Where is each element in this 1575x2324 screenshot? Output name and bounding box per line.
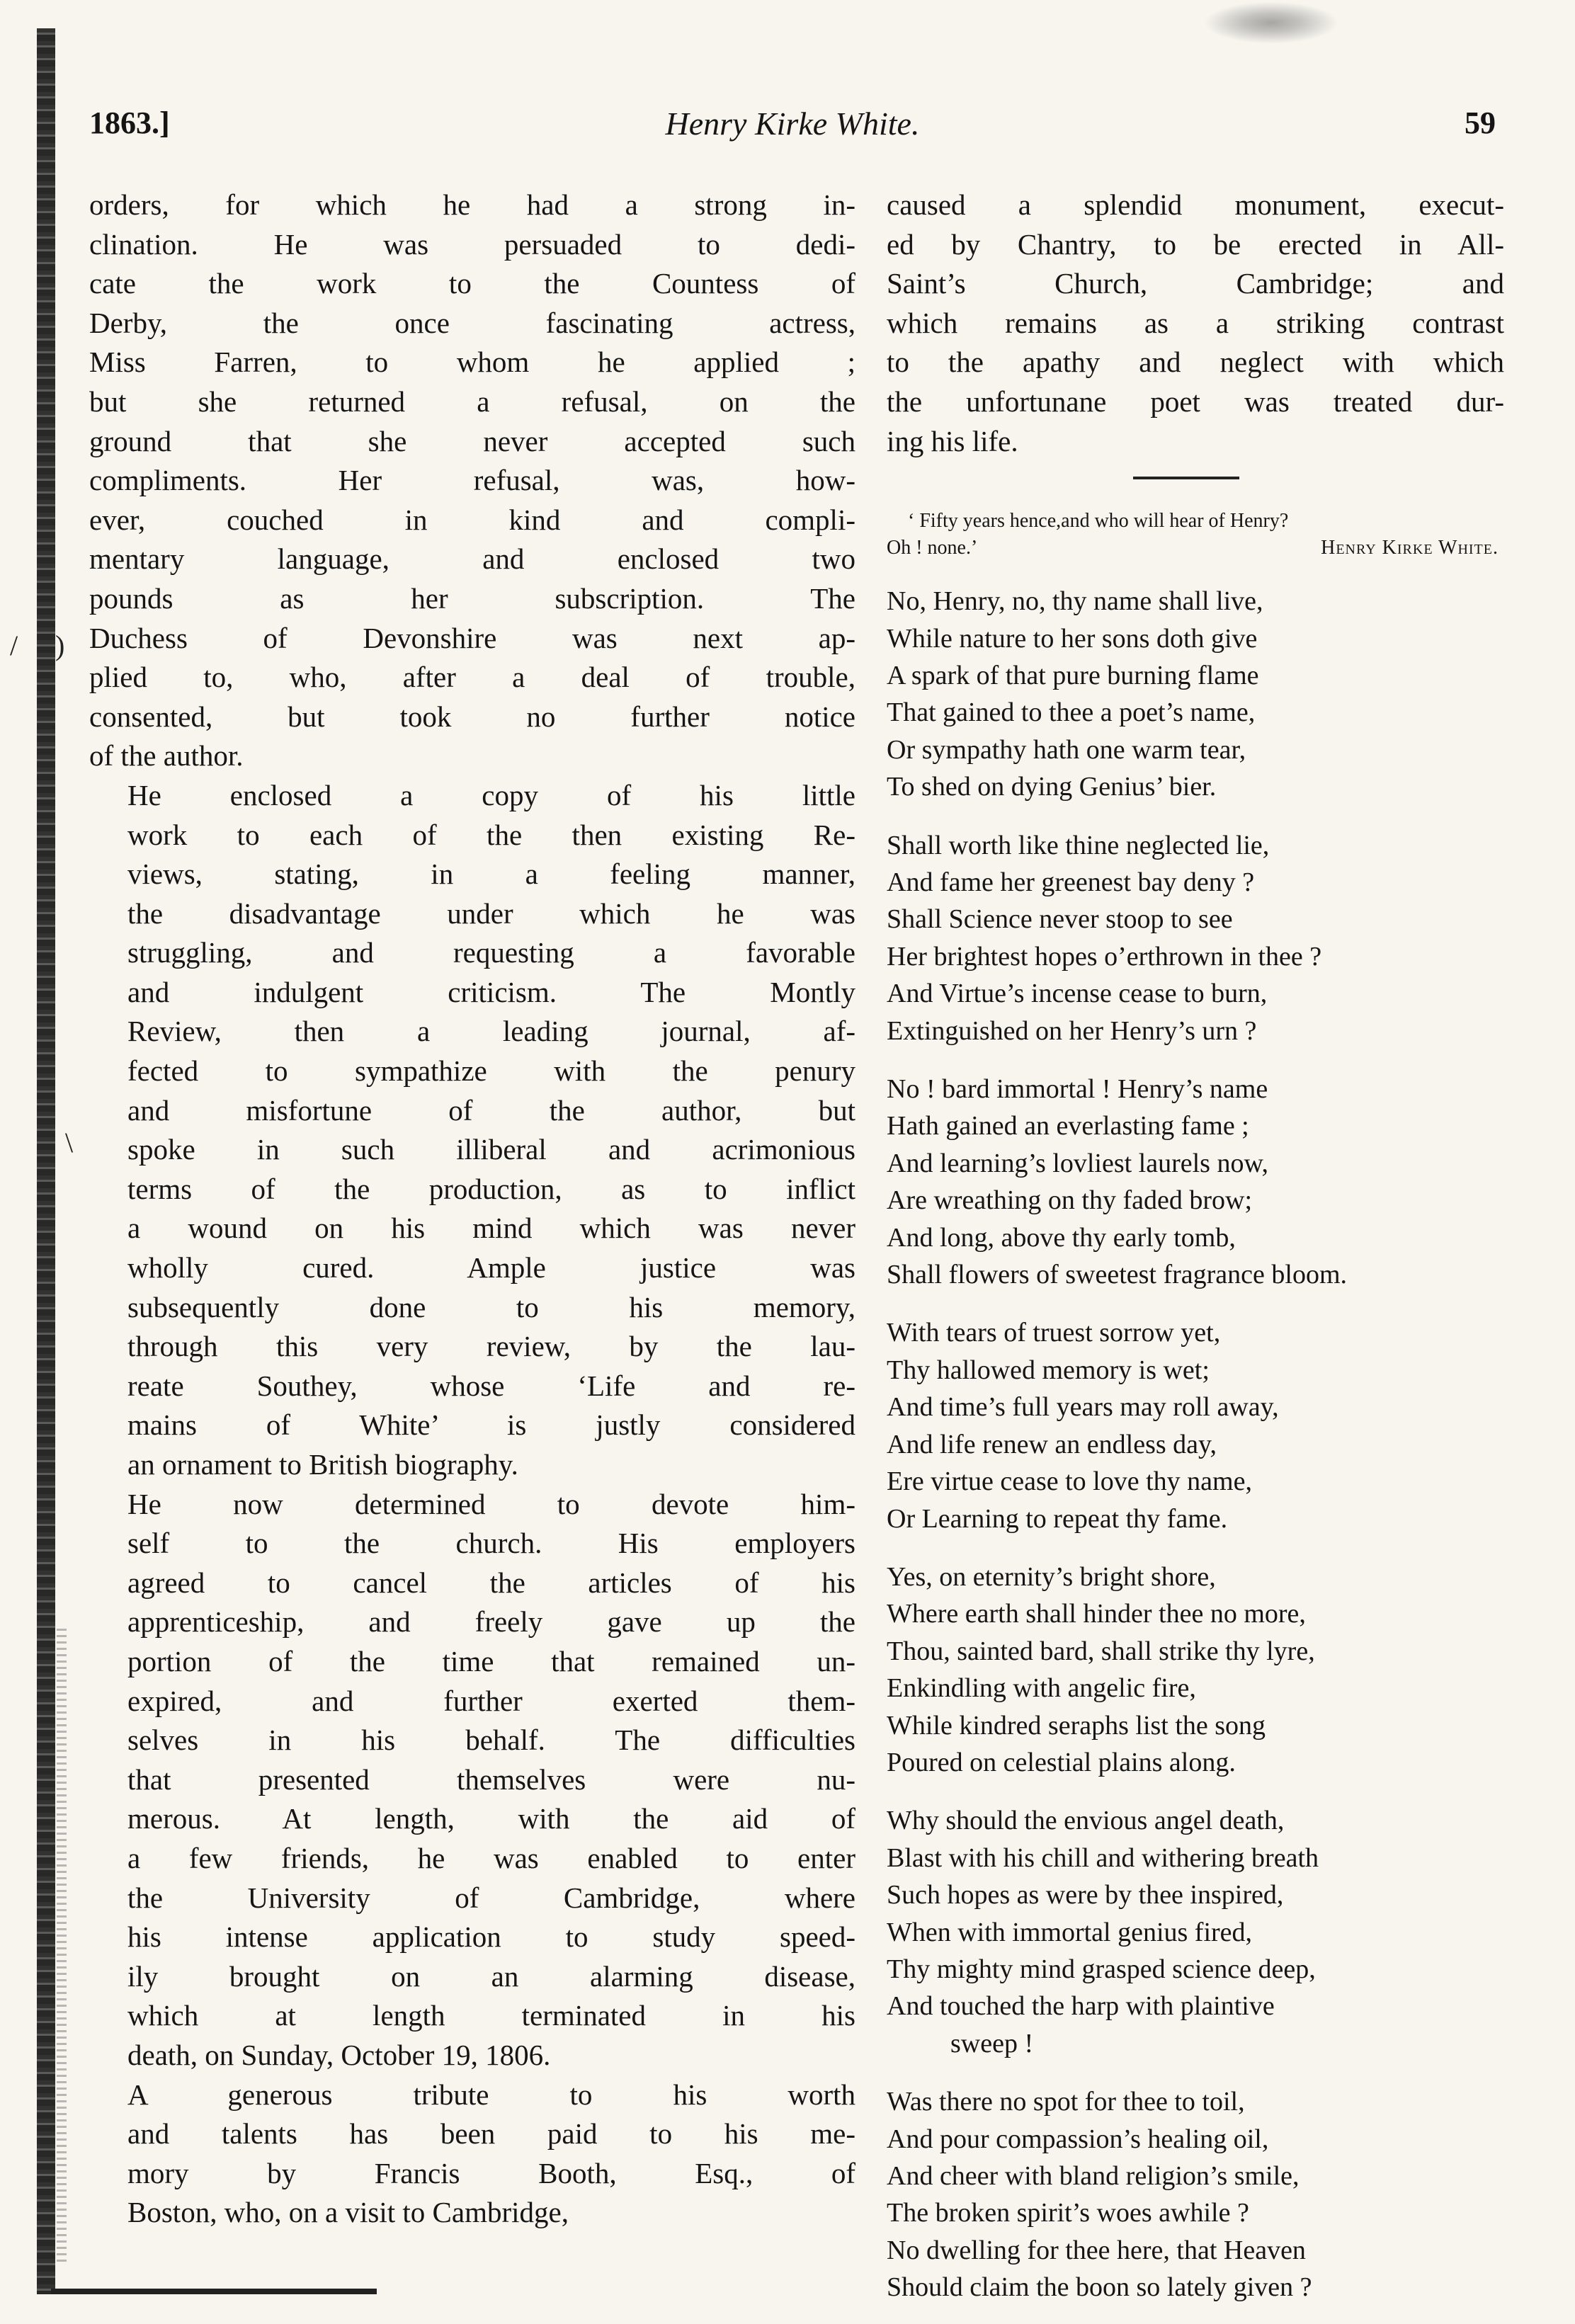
- verse-line: And long, above thy early tomb,: [887, 1222, 1236, 1253]
- verse-line: Poured on celestial plains along.: [887, 1747, 1236, 1777]
- text-line: mentary language, and enclosed two: [89, 542, 855, 576]
- verse-line: To shed on dying Genius’ bier.: [887, 772, 1217, 802]
- text-line: Review, then a leading journal, af-: [127, 1015, 855, 1048]
- poem-stanza: [887, 1559, 1504, 1781]
- text-line: plied to, who, after a deal of trouble,: [89, 661, 855, 694]
- text-line: wholly cured. Ample justice was: [127, 1251, 855, 1285]
- header-year: 1863.]: [89, 106, 170, 140]
- margin-mark: /: [10, 630, 18, 661]
- text-line: expired, and further exerted them-: [127, 1684, 855, 1717]
- text-line: to the apathy and neglect with which: [887, 346, 1504, 379]
- verse-line: Yes, on eternity’s bright shore,: [887, 1561, 1216, 1592]
- text-line: reate Southey, whose ‘Life and re-: [127, 1369, 855, 1402]
- epigraph-quote: ‘ Fifty years hence,and who will hear of Henry?: [908, 510, 1289, 532]
- text-line: the disadvantage under which he was: [127, 896, 855, 930]
- text-line: through this very review, by the lau-: [127, 1330, 855, 1363]
- verse-line: Thou, sainted bard, shall strike thy lyre,: [887, 1636, 1315, 1666]
- text-line: pounds as her subscription. The: [89, 581, 855, 615]
- text-line: that presented themselves were nu-: [127, 1762, 855, 1796]
- text-line: He enclosed a copy of his little: [127, 778, 855, 811]
- text-line: the University of Cambridge, where: [127, 1881, 855, 1914]
- verse-line: While nature to her sons doth give: [887, 623, 1258, 654]
- text-line: an ornament to British biography.: [127, 1448, 518, 1481]
- text-line: a wound on his mind which was never: [127, 1212, 855, 1245]
- text-line: ing his life.: [887, 424, 1018, 457]
- paragraph: [89, 776, 855, 1485]
- epigraph: [887, 508, 1504, 562]
- text-line: clination. He was persuaded to dedi-: [89, 227, 855, 261]
- text-line: caused a splendid monument, execut-: [887, 188, 1504, 221]
- text-line: Duchess of Devonshire was next ap-: [89, 621, 855, 654]
- poem-stanza: [887, 583, 1504, 805]
- verse-line: Or sympathy hath one warm tear,: [887, 734, 1246, 765]
- text-line: self to the church. His employers: [127, 1527, 855, 1560]
- text-line: work to each of the then existing Re-: [127, 818, 855, 851]
- text-line: cate the work to the Countess of: [89, 267, 855, 300]
- text-line: apprenticeship, and freely gave up the: [127, 1605, 855, 1639]
- verse-line: And pour compassion’s healing oil,: [887, 2124, 1269, 2154]
- text-line: spoke in such illiberal and acrimonious: [127, 1133, 855, 1166]
- poem-stanza: [887, 1071, 1504, 1293]
- verse-line: When with immortal genius fired,: [887, 1917, 1253, 1947]
- epigraph-author: Henry Kirke White.: [1321, 537, 1499, 559]
- poem-stanza: [887, 827, 1504, 1049]
- text-line: A generous tribute to his worth: [127, 2078, 855, 2111]
- text-line: of the author.: [89, 739, 244, 773]
- verse-line: Thy mighty mind grasped science deep,: [887, 1954, 1316, 1984]
- verse-line: Why should the envious angel death,: [887, 1806, 1285, 1836]
- text-line: ed by Chantry, to be erected in All-: [887, 227, 1504, 261]
- text-line: his intense application to study speed-: [127, 1920, 855, 1954]
- text-line: terms of the production, as to inflict: [127, 1172, 855, 1205]
- text-line: consented, but took no further notice: [89, 700, 855, 733]
- epigraph-quote-end: Oh ! none.’: [887, 537, 978, 559]
- page-number: 59: [1465, 106, 1496, 140]
- verse-line: Extinguished on her Henry’s urn ?: [887, 1015, 1257, 1046]
- text-line: ily brought on an alarming disease,: [127, 1959, 855, 1993]
- left-column: [89, 186, 855, 2233]
- paragraph: [89, 186, 855, 776]
- verse-line: No ! bard immortal ! Henry’s name: [887, 1074, 1268, 1105]
- verse-line: Such hopes as were by thee inspired,: [887, 1880, 1284, 1910]
- paragraph: [89, 1485, 855, 2075]
- poem-stanza: [887, 2083, 1504, 2306]
- verse-line: Her brightest hopes o’erthrown in thee ?: [887, 941, 1322, 972]
- verse-line: Was there no spot for thee to toil,: [887, 2087, 1245, 2117]
- binding-shadow: [57, 1629, 67, 2266]
- verse-line: And life renew an endless day,: [887, 1429, 1217, 1459]
- text-line: death, on Sunday, October 19, 1806.: [127, 2038, 551, 2071]
- text-line: a few friends, he was enabled to enter: [127, 1841, 855, 1874]
- verse-line: Ere virtue cease to love thy name,: [887, 1466, 1252, 1497]
- verse-line: Shall worth like thine neglected lie,: [887, 830, 1270, 860]
- verse-line: And fame her greenest bay deny ?: [887, 867, 1255, 897]
- paragraph: [89, 2075, 855, 2233]
- poem-stanza: [887, 1314, 1504, 1537]
- verse-line: With tears of truest sorrow yet,: [887, 1318, 1221, 1348]
- verse-line: The broken spirit’s woes awhile ?: [887, 2198, 1249, 2228]
- margin-mark: \: [65, 1127, 74, 1158]
- text-line: orders, for which he had a strong in-: [89, 188, 855, 221]
- verse-line: No, Henry, no, thy name shall live,: [887, 586, 1263, 617]
- binding-edge: [37, 28, 55, 2294]
- verse-line: While kindred seraphs list the song: [887, 1710, 1266, 1741]
- verse-line: Should claim the boon so lately given ?: [887, 2272, 1312, 2303]
- verse-line: A spark of that pure burning flame: [887, 660, 1259, 690]
- verse-line: sweep !: [950, 2028, 1034, 2058]
- text-line: and indulgent criticism. The Montly: [127, 975, 855, 1008]
- text-line: compliments. Her refusal, was, how-: [89, 464, 855, 497]
- header-title: Henry Kirke White.: [665, 106, 920, 142]
- verse-line: No dwelling for thee here, that Heaven: [887, 2235, 1306, 2265]
- running-header: [89, 105, 1496, 161]
- verse-line: Shall Science never stoop to see: [887, 904, 1233, 935]
- text-line: fected to sympathize with the penury: [127, 1054, 855, 1088]
- text-line: the unfortunane poet was treated dur-: [887, 385, 1504, 418]
- verse-line: Shall flowers of sweetest fragrance bloom.: [887, 1260, 1348, 1290]
- text-line: mains of White’ is justly considered: [127, 1408, 855, 1442]
- text-line: ground that she never accepted such: [89, 424, 855, 457]
- text-line: Derby, the once fascinating actress,: [89, 306, 855, 339]
- section-rule: [1133, 477, 1239, 479]
- text-line: views, stating, in a feeling manner,: [127, 858, 855, 891]
- poem: [887, 583, 1504, 2306]
- text-line: struggling, and requesting a favorable: [127, 936, 855, 969]
- text-line: subsequently done to his memory,: [127, 1290, 855, 1323]
- text-line: but she returned a refusal, on the: [89, 385, 855, 418]
- text-line: portion of the time that remained un-: [127, 1644, 855, 1678]
- verse-line: Or Learning to repeat thy fame.: [887, 1503, 1228, 1534]
- text-line: Saint’s Church, Cambridge; and: [887, 267, 1504, 300]
- library-stamp-mark: [1204, 1, 1338, 44]
- text-line: Miss Farren, to whom he applied ;: [89, 346, 855, 379]
- bottom-rule: [51, 2289, 377, 2294]
- verse-line: And time’s full years may roll away,: [887, 1392, 1279, 1423]
- margin-mark: ): [55, 630, 65, 661]
- text-line: mory by Francis Booth, Esq., of: [127, 2156, 855, 2189]
- text-line: agreed to cancel the articles of his: [127, 1566, 855, 1599]
- verse-line: Blast with his chill and withering breath: [887, 1842, 1319, 1873]
- paragraph: [887, 186, 1504, 461]
- text-line: He now determined to devote him-: [127, 1487, 855, 1520]
- text-line: ever, couched in kind and compli-: [89, 503, 855, 536]
- verse-line: And cheer with bland religion’s smile,: [887, 2161, 1300, 2191]
- verse-line: That gained to thee a poet’s name,: [887, 697, 1256, 728]
- text-line: Boston, who, on a visit to Cambridge,: [127, 2196, 569, 2229]
- verse-line: And learning’s lovliest laurels now,: [887, 1148, 1268, 1178]
- text-line: and talents has been paid to his me-: [127, 2117, 855, 2151]
- text-line: which remains as a striking contrast: [887, 306, 1504, 339]
- verse-line: And touched the harp with plaintive: [887, 1991, 1275, 2022]
- verse-line: Thy hallowed memory is wet;: [887, 1355, 1210, 1385]
- verse-line: And Virtue’s incense cease to burn,: [887, 979, 1268, 1009]
- poem-stanza: [887, 1802, 1504, 2062]
- verse-line: Are wreathing on thy faded brow;: [887, 1185, 1253, 1216]
- text-line: and misfortune of the author, but: [127, 1093, 855, 1127]
- verse-line: Where earth shall hinder thee no more,: [887, 1599, 1306, 1629]
- text-line: selves in his behalf. The difficulties: [127, 1724, 855, 1757]
- verse-line: Enkindling with angelic fire,: [887, 1673, 1196, 1704]
- right-column: [887, 186, 1504, 2306]
- text-line: which at length terminated in his: [127, 1999, 855, 2032]
- text-line: merous. At length, with the aid of: [127, 1802, 855, 1835]
- verse-line: Hath gained an everlasting fame ;: [887, 1111, 1249, 1141]
